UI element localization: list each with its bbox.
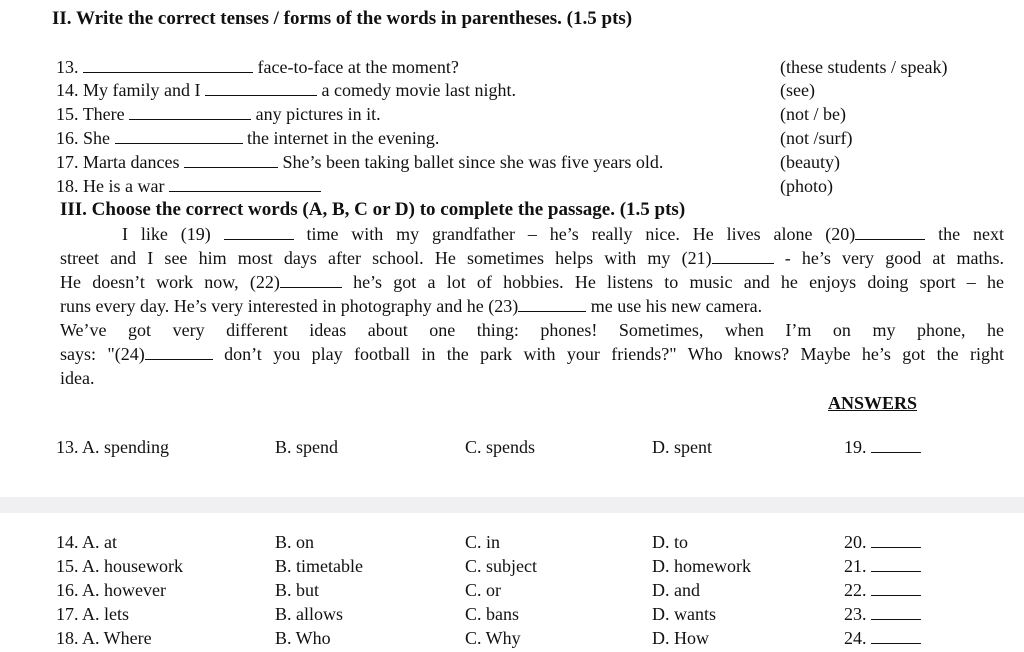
blank-20[interactable] (855, 224, 925, 240)
option-b[interactable]: B. spend (275, 437, 338, 457)
question-17 (56, 151, 663, 173)
hint-14: (see) (780, 80, 815, 100)
question-text-after: the internet in the evening. (247, 128, 440, 148)
passage-line: idea. (60, 368, 95, 388)
answer-20: 20. (844, 532, 921, 553)
passage-line: says: "(24) don’t you play football in the park with your friends?" Who knows? Maybe he’s got the right (60, 344, 1005, 364)
question-text-after: She’s been taking ballet since she was five years old. (282, 152, 664, 172)
question-number: 16. (56, 128, 79, 148)
passage-line: He doesn’t work now, (22) he’s got a lot of hobbies. He listens to music and he enjoys doing sport – he (60, 272, 1004, 292)
blank-19[interactable] (224, 224, 294, 240)
option-c[interactable]: C. or (465, 580, 501, 600)
passage-line: street and I see him most days after school. He sometimes helps with my (21) - he’s very good at maths. (60, 248, 1004, 268)
passage-line: We’ve got very different ideas about one thing: phones! Sometimes, when I’m on my phone, he (60, 320, 1004, 340)
option-c[interactable]: C. spends (465, 437, 536, 457)
question-16 (56, 127, 439, 149)
question-number: 14. (56, 80, 79, 100)
answer-blank[interactable] (871, 580, 921, 596)
section-2-heading: II. Write the correct tenses / forms of the words in parentheses. (1.5 pts) (52, 8, 633, 29)
blank-23[interactable] (518, 296, 586, 312)
question-text-before: She (83, 128, 110, 148)
option-d[interactable]: D. and (652, 580, 700, 600)
question-14 (56, 79, 516, 101)
answer-blank[interactable] (83, 57, 253, 73)
blank-22[interactable] (280, 272, 342, 288)
option-c[interactable]: C. Why (465, 628, 521, 648)
question-text-before: There (82, 104, 125, 124)
answer-blank[interactable] (184, 152, 278, 168)
question-text-before: Marta dances (83, 152, 180, 172)
option-b[interactable]: B. on (275, 532, 315, 552)
answers-title: ANSWERS (828, 393, 918, 413)
answer-blank[interactable] (871, 556, 921, 572)
blank-24[interactable] (145, 344, 213, 360)
option-a[interactable]: 16. A. however (56, 580, 166, 600)
option-d[interactable]: D. How (652, 628, 709, 648)
option-b[interactable]: B. but (275, 580, 320, 600)
answer-blank[interactable] (871, 604, 921, 620)
option-a[interactable]: 15. A. housework (56, 556, 183, 576)
section-3-heading: III. Choose the correct words (A, B, C or D) to complete the passage. (1.5 pts) (60, 199, 686, 220)
option-b[interactable]: B. timetable (275, 556, 363, 576)
hint-16: (not /surf) (780, 128, 853, 148)
question-18 (56, 175, 321, 197)
question-number: 17. (56, 152, 79, 172)
option-d[interactable]: D. homework (652, 556, 751, 576)
passage-line: runs every day. He’s very interested in photography and he (23) me use his new camera. (60, 296, 763, 316)
blank-21[interactable] (712, 248, 774, 264)
answer-blank[interactable] (871, 532, 921, 548)
answer-blank[interactable] (115, 128, 243, 144)
hint-18: (photo) (780, 176, 833, 196)
question-text-before: My family and I (83, 80, 201, 100)
question-number: 18. (56, 176, 79, 196)
answer-21: 21. (844, 556, 921, 577)
hint-15: (not / be) (780, 104, 846, 124)
question-13 (56, 56, 459, 78)
passage (60, 222, 1004, 390)
option-a[interactable]: 18. A. Where (56, 628, 152, 648)
answer-19: 19. (844, 437, 921, 458)
hint-13: (these students / speak) (780, 57, 948, 77)
option-b[interactable]: B. Who (275, 628, 331, 648)
option-a[interactable]: 13. A. spending (56, 437, 170, 457)
question-text-before: He is a war (83, 176, 165, 196)
answer-blank[interactable] (129, 104, 251, 120)
option-c[interactable]: C. in (465, 532, 501, 552)
question-text-after: face-to-face at the moment? (257, 57, 459, 77)
answer-blank[interactable] (871, 628, 921, 644)
question-text-after: any pictures in it. (255, 104, 381, 124)
option-a[interactable]: 17. A. lets (56, 604, 130, 624)
option-a[interactable]: 14. A. at (56, 532, 117, 552)
question-text-after: a comedy movie last night. (321, 80, 516, 100)
answer-blank[interactable] (871, 437, 921, 453)
option-c[interactable]: C. bans (465, 604, 519, 624)
hint-17: (beauty) (780, 152, 840, 172)
answer-22: 22. (844, 580, 921, 601)
question-15 (56, 103, 381, 125)
answer-blank[interactable] (205, 80, 317, 96)
option-c[interactable]: C. subject (465, 556, 537, 576)
answer-24: 24. (844, 628, 921, 649)
option-d[interactable]: D. to (652, 532, 688, 552)
question-number: 13. (56, 57, 79, 77)
option-b[interactable]: B. allows (275, 604, 344, 624)
answer-blank[interactable] (169, 176, 321, 192)
divider-band (0, 497, 1024, 513)
option-d[interactable]: D. spent (652, 437, 712, 457)
question-number: 15. (56, 104, 79, 124)
passage-line: I like (19) time with my grandfather – he’s really nice. He lives alone (20) the next (122, 224, 1005, 244)
answer-23: 23. (844, 604, 921, 625)
option-d[interactable]: D. wants (652, 604, 716, 624)
